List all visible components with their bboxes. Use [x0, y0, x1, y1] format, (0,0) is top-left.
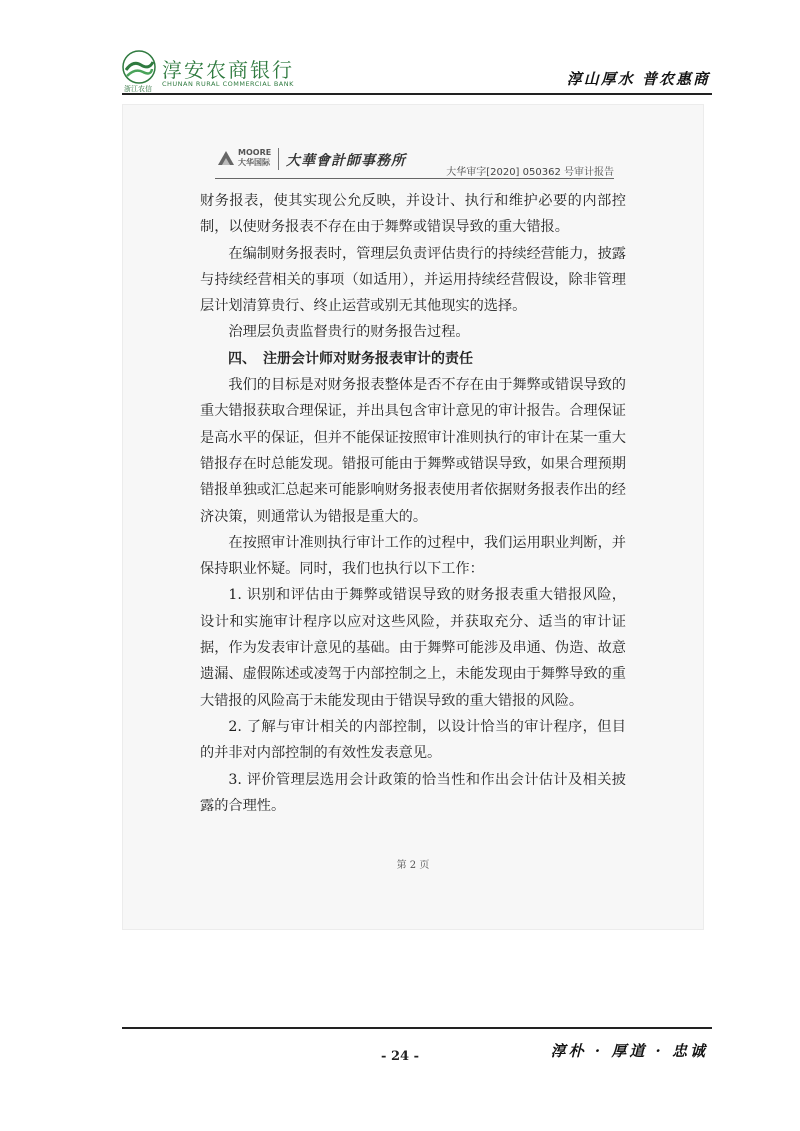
bank-name-english: CHUNAN RURAL COMMERCIAL BANK [162, 80, 294, 88]
report-body [200, 188, 626, 819]
paragraph: 我们的目标是对财务报表整体是否不存在由于舞弊或错误导致的重大错报获取合理保证，并出具包含审计意见的审计报告。合理保证是高水平的保证，但并不能保证按照审计准则执行的审计在某一重大错报存在时总能发现。错报可能由于舞弊或错误导致，如果合理预期错报单独或汇总起来可能影响财务报表使用者依据财务报表作出的经济决策，则通常认为错报是重大的。 [200, 377, 626, 525]
firm-separator [278, 148, 279, 170]
bank-logo-caption: 浙江农信 [124, 85, 152, 93]
paragraph: 在按照审计准则执行审计工作的过程中，我们运用职业判断，并保持职业怀疑。同时，我们也执行以下工作： [200, 534, 626, 578]
moore-logo-text [238, 148, 271, 168]
paragraph: 在编制财务报表时，管理层负责评估贵行的持续经营能力，披露与持续经营相关的事项（如适用），并运用持续经营假设，除非管理层计划清算贵行、终止运营或别无其他现实的选择。 [200, 245, 626, 315]
moore-logo-icon [218, 149, 234, 165]
footer-divider [122, 1027, 712, 1029]
bank-header [0, 0, 800, 100]
section-heading: 四、 注册会计师对财务报表审计的责任 [228, 350, 473, 367]
list-item: 3. 评价管理层选用会计政策的恰当性和作出会计估计及相关披露的合理性。 [200, 771, 626, 814]
list-item: 1. 识别和评估由于舞弊或错误导致的财务报表重大错报风险，设计和实施审计程序以应对这些风险，并获取充分、适当的审计证据，作为发表审计意见的基础。由于舞弊可能涉及串通、伪造、故意遗漏、虚假陈述或凌驾于内部控制之上，未能发现由于舞弊导致的重大错报的风险高于未能发现由于错误导致的重大错报的风险。 [200, 587, 626, 709]
firm-header-divider [215, 178, 614, 179]
header-divider [122, 93, 712, 95]
list-item: 2. 了解与审计相关的内部控制，以设计恰当的审计程序，但目的并非对内部控制的有效性发表意见。 [200, 718, 626, 762]
inner-page-number: 第 2 页 [396, 860, 430, 871]
report-number: 大华审字[2020] 050362 号审计报告 [446, 167, 614, 178]
bank-name: 淳安农商银行 [162, 58, 294, 82]
paragraph: 治理层负责监督贵行的财务报告过程。 [228, 324, 470, 341]
moore-logo-line1: MOORE [238, 148, 272, 157]
scanned-audit-page [122, 104, 704, 930]
bank-logo-icon [122, 50, 156, 84]
paragraph: 财务报表，使其实现公允反映，并设计、执行和维护必要的内部控制，以使财务报表不存在由于舞弊或错误导致的重大错报。 [200, 193, 626, 236]
bank-slogan: 淳山厚水 普农惠商 [566, 70, 710, 88]
footer-page-number: - 24 - [381, 1049, 419, 1064]
moore-logo-line2: 大华国际 [238, 158, 270, 167]
footer-slogan: 淳朴 · 厚道 · 忠诚 [550, 1042, 708, 1060]
audit-firm-name: 大華會計師事務所 [286, 153, 406, 169]
